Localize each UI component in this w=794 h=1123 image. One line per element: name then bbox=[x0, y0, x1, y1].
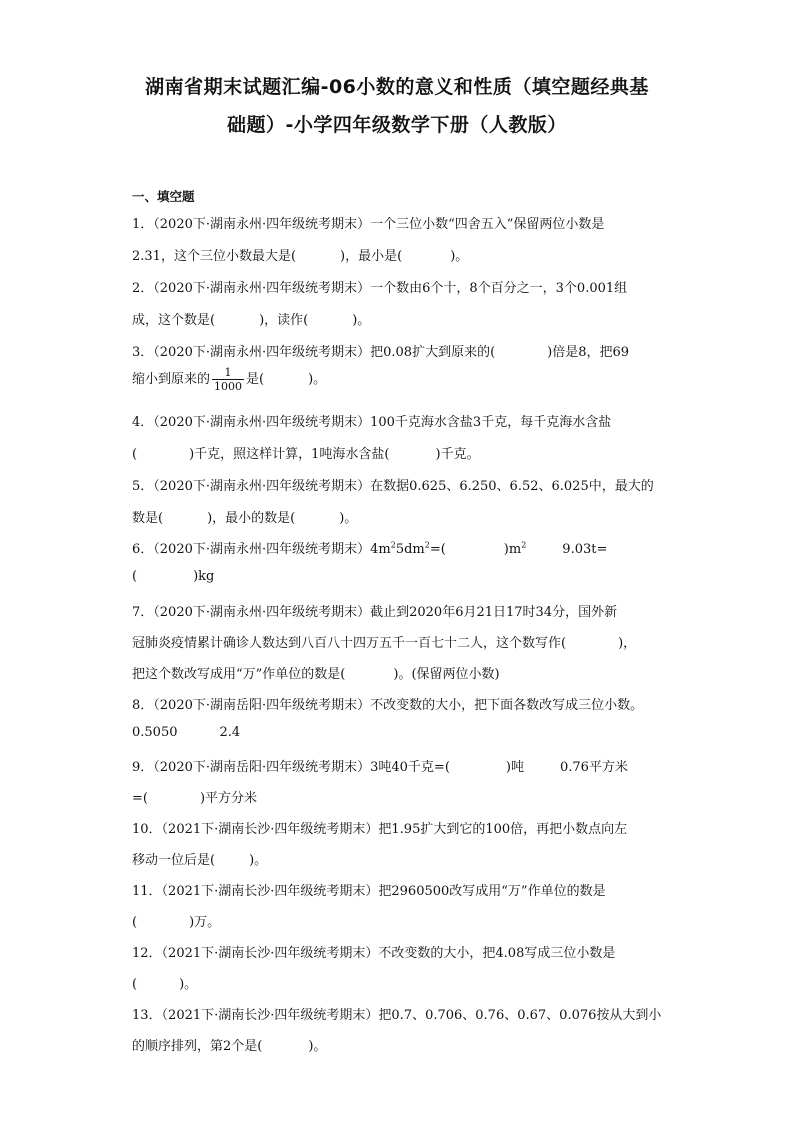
question-2-line-1: 2．（2020下·湖南永州·四年级统考期末）一个数由6个十，8个百分之一，3个0.001组 bbox=[132, 281, 628, 296]
question-11-line-2: ( )万。 bbox=[132, 915, 221, 930]
question-5-line-2: 数是( )，最小的数是( )。 bbox=[132, 511, 358, 526]
question-8-line-1: 8．（2020下·湖南岳阳·四年级统考期末）不改变数的大小，把下面各数改写成三位小数。 bbox=[132, 698, 644, 713]
question-1-line-2: 2.31，这个三位小数最大是( )，最小是( )。 bbox=[132, 249, 469, 264]
question-8-line-2: 0.5050 2.4 bbox=[132, 725, 241, 740]
document-title-line-2: 础题）-小学四年级数学下册（人教版） bbox=[227, 114, 567, 136]
question-4-line-1: 4．（2020下·湖南永州·四年级统考期末）100千克海水含盐3千克，每千克海水含盐 bbox=[132, 415, 612, 430]
question-12-line-1: 12．（2021下·湖南长沙·四年级统考期末）不改变数的大小，把4.08写成三位小数是 bbox=[132, 946, 616, 961]
question-9-line-2: =( )平方分米 bbox=[132, 791, 258, 806]
question-7-line-1: 7．（2020下·湖南永州·四年级统考期末）截止到2020年6月21日17时34分，国外新 bbox=[132, 605, 618, 620]
question-2-line-2: 成，这个数是( )，读作( )。 bbox=[132, 313, 371, 328]
question-3-line-2: 缩小到原来的 $\frac{1}{1000}$ 是( )。 bbox=[132, 366, 327, 393]
question-13-line-1: 13．（2021下·湖南长沙·四年级统考期末）把0.7、0.706、0.76、0.67、0.076按从大到小 bbox=[132, 1008, 662, 1023]
question-12-line-2: ( )。 bbox=[132, 977, 198, 992]
question-4-line-2: ( )千克，照这样计算，1吨海水含盐( )千克。 bbox=[132, 447, 480, 462]
question-13-line-2: 的顺序排列，第2个是( )。 bbox=[132, 1039, 327, 1054]
section-heading: 一、填空题 bbox=[132, 189, 195, 204]
question-10-line-2: 移动一位后是( )。 bbox=[132, 853, 268, 868]
question-5-line-1: 5．（2020下·湖南永州·四年级统考期末）在数据0.625、6.250、6.52、6.025中，最大的 bbox=[132, 479, 654, 494]
document-title-line-1: 湖南省期末试题汇编-06小数的意义和性质（填空题经典基 bbox=[145, 76, 649, 98]
question-6-line-2: ( )kg bbox=[132, 569, 215, 584]
question-7-line-3: 把这个数改写成用“万”作单位的数是( )。(保留两位小数) bbox=[132, 667, 500, 682]
question-3-line-1: 3．（2020下·湖南永州·四年级统考期末）把0.08扩大到原来的( )倍是8，把69 bbox=[132, 345, 630, 360]
question-1-line-1: 1．（2020下·湖南永州·四年级统考期末）一个三位小数“四舍五入”保留两位小数是 bbox=[132, 217, 605, 232]
question-10-line-1: 10．（2021下·湖南长沙·四年级统考期末）把1.95扩大到它的100倍，再把小数点向左 bbox=[132, 822, 628, 837]
question-7-line-2: 冠肺炎疫情累计确诊人数达到八百八十四万五千一百七十二人，这个数写作( )， bbox=[132, 636, 637, 651]
fraction: $\frac{1}{1000}$ bbox=[214, 366, 243, 393]
question-11-line-1: 11．（2021下·湖南长沙·四年级统考期末）把2960500改写成用“万”作单位的数是 bbox=[132, 884, 606, 899]
question-6-line-1: 6．（2020下·湖南永州·四年级统考期末）$4m^25dm^2=$( )$m^2$ 9.03t= bbox=[132, 540, 608, 557]
question-9-line-1: 9．（2020下·湖南岳阳·四年级统考期末）3吨40千克=( )吨 0.76平方米 bbox=[132, 760, 628, 775]
